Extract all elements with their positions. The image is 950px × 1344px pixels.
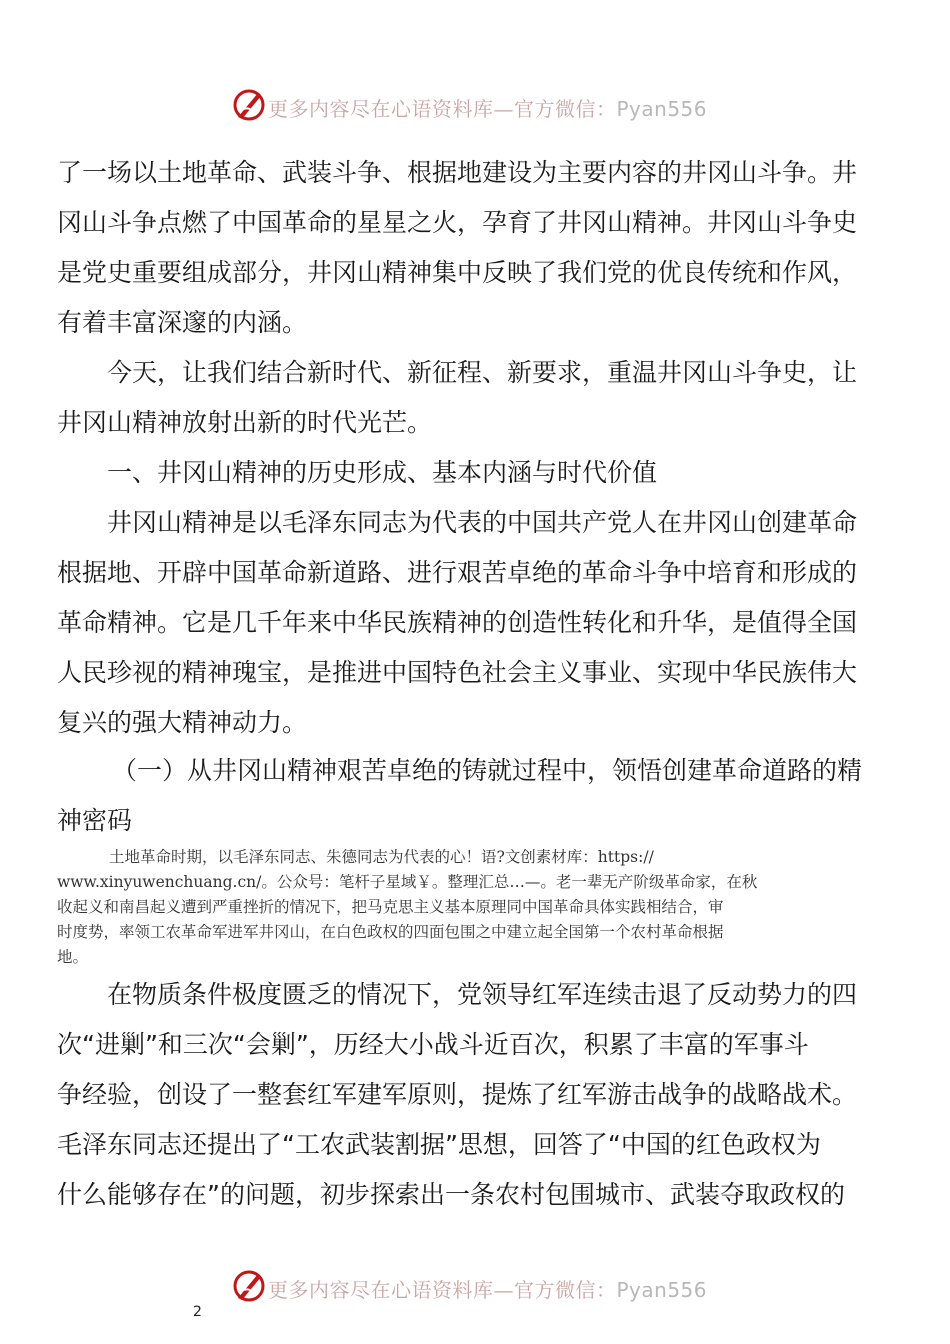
section-heading: 一、井冈山精神的历史形成、基本内涵与时代价值 <box>107 458 658 487</box>
paragraph-line: 了一场以土地革命、武装斗争、根据地建设为主要内容的井冈山斗争。井 <box>57 158 858 187</box>
small-text-line: 地。 <box>57 948 89 966</box>
paragraph-line: 有着丰富深邃的内涵。 <box>57 308 308 337</box>
paragraph-line: 争经验，创设了一整套红军建军原则，提炼了红军游击战争的战略战术。 <box>57 1080 858 1109</box>
paragraph-line: 人民珍视的精神瑰宝，是推进中国特色社会主义事业、实现中华民族伟大 <box>57 658 858 687</box>
paragraph-line: 毛泽东同志还提出了“工农武装割据”思想，回答了“中国的红色政权为 <box>57 1130 821 1159</box>
paragraph-line: 次“进剿”和三次“会剿”，历经大小战斗近百次，积累了丰富的军事斗 <box>57 1030 809 1059</box>
paragraph-line: 根据地、开辟中国革命新道路、进行艰苦卓绝的革命斗争中培育和形成的 <box>57 558 858 587</box>
header-banner-text <box>268 93 707 122</box>
header-banner <box>0 85 950 125</box>
subsection-heading: （一）从井冈山精神艰苦卓绝的铸就过程中，领悟创建革命道路的精 <box>112 756 863 785</box>
paragraph-line: 是党史重要组成部分，井冈山精神集中反映了我们党的优良传统和作风， <box>57 258 858 287</box>
small-text-line: 土地革命时期，以毛泽东同志、朱德同志为代表的心！语?文创素材库：https:// <box>109 848 654 866</box>
footer-banner-label: 更多内容尽在心语资料库—官方微信： <box>268 1278 617 1302</box>
pen-logo-icon <box>230 87 268 123</box>
subsection-heading: 神密码 <box>57 806 133 835</box>
small-text-line: www.xinyuwenchuang.cn/。公众号：笔杆子星域￥。整理汇总…—。老一辈无产阶级革命家，在秋 <box>57 873 758 891</box>
pen-logo-icon <box>230 1268 268 1304</box>
footer-wechat-id: Pyan556 <box>616 1278 708 1302</box>
paragraph-line: 革命精神。它是几千年来中华民族精神的创造性转化和升华，是值得全国 <box>57 608 858 637</box>
paragraph-line: 在物质条件极度匮乏的情况下，党领导红军连续击退了反动势力的四 <box>107 980 858 1009</box>
footer-banner-text <box>268 1274 707 1303</box>
header-banner-label: 更多内容尽在心语资料库—官方微信： <box>268 97 617 121</box>
paragraph-line: 冈山斗争点燃了中国革命的星星之火，孕育了井冈山精神。井冈山斗争史 <box>57 208 858 237</box>
header-wechat-id: Pyan556 <box>616 97 708 121</box>
page-number: 2 <box>193 1304 202 1320</box>
paragraph-line: 井冈山精神是以毛泽东同志为代表的中国共产党人在井冈山创建革命 <box>107 508 858 537</box>
small-text-line: 时度势，率领工农革命军进军井冈山，在白色政权的四面包围之中建立起全国第一个农村革命根据 <box>57 923 724 941</box>
footer-banner <box>0 1266 950 1306</box>
paragraph-line: 复兴的强大精神动力。 <box>57 708 308 737</box>
paragraph-line: 什么能够存在”的问题，初步探索出一条农村包围城市、武装夺取政权的 <box>57 1180 845 1209</box>
small-text-line: 收起义和南昌起义遭到严重挫折的情况下，把马克思主义基本原理同中国革命具体实践相结合，审 <box>57 898 724 916</box>
paragraph-line: 今天，让我们结合新时代、新征程、新要求，重温井冈山斗争史，让 <box>107 358 858 387</box>
paragraph-line: 井冈山精神放射出新的时代光芒。 <box>57 408 433 437</box>
